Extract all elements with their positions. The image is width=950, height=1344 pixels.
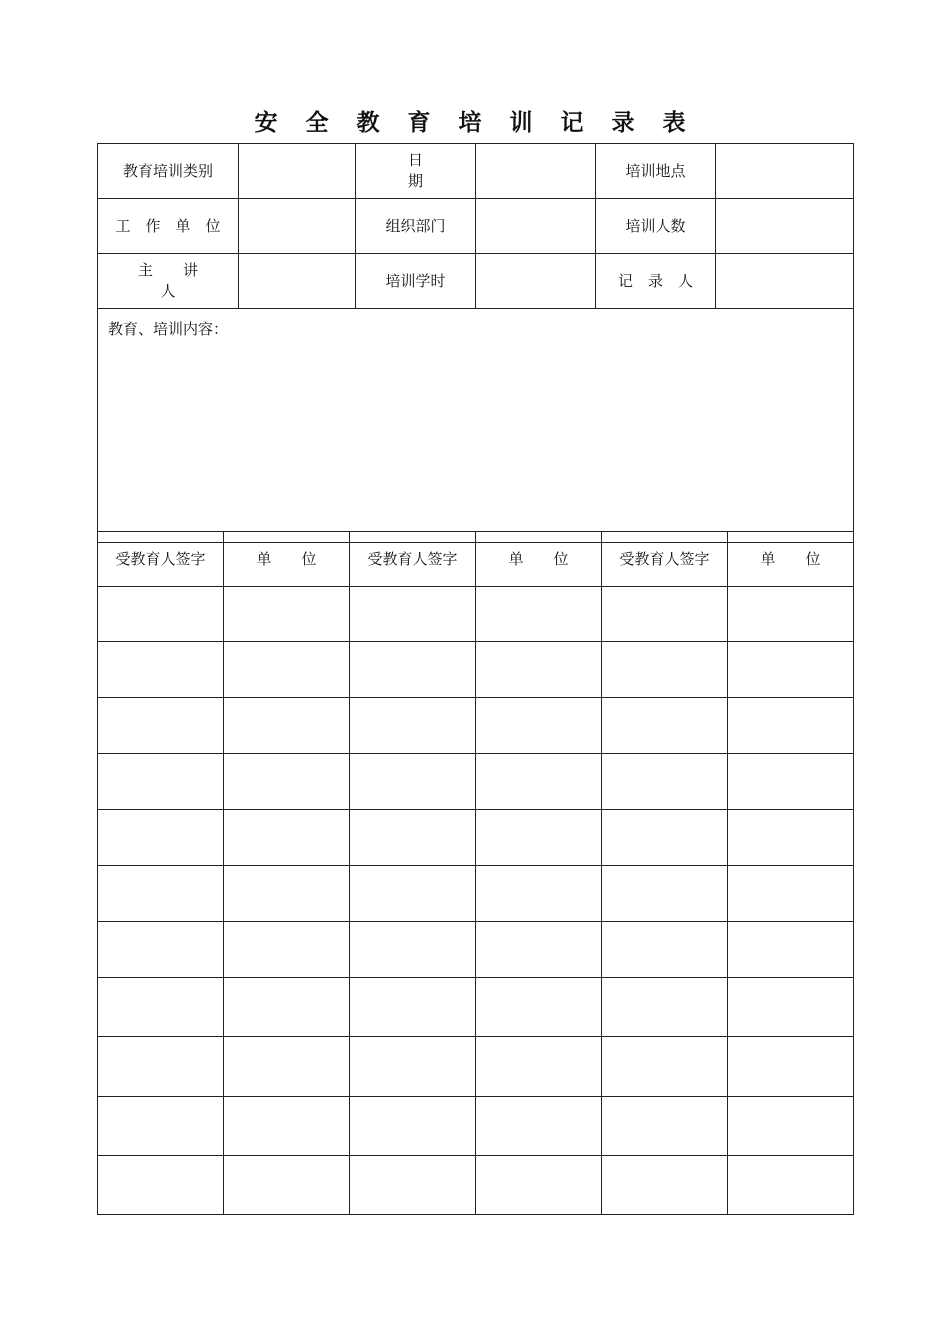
location-label: 培训地点 — [596, 144, 716, 199]
sign-row — [98, 754, 854, 810]
signature-cell[interactable] — [98, 754, 224, 810]
unit-cell[interactable] — [476, 866, 602, 922]
signature-cell[interactable] — [98, 922, 224, 978]
sign-row — [98, 810, 854, 866]
recorder-label: 记 录 人 — [596, 254, 716, 309]
signature-cell[interactable] — [350, 587, 476, 642]
lecturer-label-line2: 人 — [160, 282, 176, 300]
signature-cell[interactable] — [350, 698, 476, 754]
work-unit-label: 工 作 单 位 — [98, 199, 239, 254]
signature-cell[interactable] — [98, 642, 224, 698]
unit-cell[interactable] — [476, 587, 602, 642]
unit-cell[interactable] — [224, 978, 350, 1037]
signature-cell[interactable] — [98, 978, 224, 1037]
signature-header: 受教育人签字 — [350, 532, 476, 587]
sign-row — [98, 922, 854, 978]
unit-cell[interactable] — [224, 922, 350, 978]
date-field[interactable] — [476, 144, 596, 199]
trainee-count-label: 培训人数 — [596, 199, 716, 254]
sign-header-row — [98, 532, 854, 587]
unit-cell[interactable] — [728, 866, 854, 922]
signature-cell[interactable] — [350, 866, 476, 922]
unit-cell[interactable] — [728, 978, 854, 1037]
signature-cell[interactable] — [98, 1156, 224, 1215]
signature-cell[interactable] — [350, 810, 476, 866]
signature-cell[interactable] — [350, 1156, 476, 1215]
signature-cell[interactable] — [602, 810, 728, 866]
signature-cell[interactable] — [602, 642, 728, 698]
unit-cell[interactable] — [224, 698, 350, 754]
signature-cell[interactable] — [98, 810, 224, 866]
sign-table — [97, 531, 854, 1215]
unit-cell[interactable] — [476, 1097, 602, 1156]
unit-cell[interactable] — [476, 754, 602, 810]
unit-cell[interactable] — [728, 922, 854, 978]
unit-cell[interactable] — [224, 587, 350, 642]
signature-cell[interactable] — [98, 1037, 224, 1097]
hours-field[interactable] — [476, 254, 596, 309]
signature-cell[interactable] — [602, 1037, 728, 1097]
sign-row — [98, 1037, 854, 1097]
location-field[interactable] — [716, 144, 854, 199]
unit-cell[interactable] — [224, 1156, 350, 1215]
unit-cell[interactable] — [728, 698, 854, 754]
signature-cell[interactable] — [350, 978, 476, 1037]
sign-row — [98, 1097, 854, 1156]
unit-cell[interactable] — [476, 1037, 602, 1097]
unit-header: 单 位 — [224, 532, 350, 587]
signature-cell[interactable] — [98, 698, 224, 754]
recorder-field[interactable] — [716, 254, 854, 309]
signature-cell[interactable] — [602, 1156, 728, 1215]
signature-cell[interactable] — [98, 866, 224, 922]
date-label-line1: 日 — [407, 151, 423, 169]
org-dept-label: 组织部门 — [356, 199, 476, 254]
signature-cell[interactable] — [350, 922, 476, 978]
signature-cell[interactable] — [350, 1037, 476, 1097]
sign-row — [98, 642, 854, 698]
lecturer-label — [98, 254, 239, 309]
unit-header: 单 位 — [476, 532, 602, 587]
unit-cell[interactable] — [728, 642, 854, 698]
trainee-count-field[interactable] — [716, 199, 854, 254]
unit-header: 单 位 — [728, 532, 854, 587]
signature-cell[interactable] — [350, 1097, 476, 1156]
unit-cell[interactable] — [224, 642, 350, 698]
work-unit-field[interactable] — [239, 199, 356, 254]
unit-cell[interactable] — [476, 698, 602, 754]
signature-cell[interactable] — [98, 1097, 224, 1156]
signature-cell[interactable] — [602, 866, 728, 922]
sign-row — [98, 587, 854, 642]
category-field[interactable] — [239, 144, 356, 199]
signature-cell[interactable] — [602, 1097, 728, 1156]
unit-cell[interactable] — [476, 1156, 602, 1215]
signature-cell[interactable] — [602, 698, 728, 754]
unit-cell[interactable] — [224, 866, 350, 922]
sign-row — [98, 978, 854, 1037]
unit-cell[interactable] — [476, 810, 602, 866]
signature-cell[interactable] — [98, 587, 224, 642]
content-label: 教育、培训内容： — [108, 320, 229, 338]
unit-cell[interactable] — [728, 810, 854, 866]
unit-cell[interactable] — [728, 1037, 854, 1097]
sign-row — [98, 866, 854, 922]
form-title: 安 全 教 育 培 训 记 录 表 — [254, 110, 696, 136]
unit-cell[interactable] — [728, 754, 854, 810]
unit-cell[interactable] — [224, 1037, 350, 1097]
date-label-line2: 期 — [407, 172, 423, 190]
unit-cell[interactable] — [476, 922, 602, 978]
unit-cell[interactable] — [476, 642, 602, 698]
unit-cell[interactable] — [224, 1097, 350, 1156]
signature-cell[interactable] — [602, 587, 728, 642]
date-label — [356, 144, 476, 199]
signature-header: 受教育人签字 — [602, 532, 728, 587]
signature-cell[interactable] — [602, 754, 728, 810]
org-dept-field[interactable] — [476, 199, 596, 254]
lecturer-label-line1: 主 讲 — [137, 261, 198, 279]
unit-cell[interactable] — [728, 1097, 854, 1156]
unit-cell[interactable] — [224, 810, 350, 866]
hours-label: 培训学时 — [356, 254, 476, 309]
info-table — [97, 143, 854, 543]
sign-row — [98, 698, 854, 754]
signature-cell[interactable] — [602, 922, 728, 978]
unit-cell[interactable] — [728, 587, 854, 642]
unit-cell[interactable] — [224, 754, 350, 810]
signature-header: 受教育人签字 — [98, 532, 224, 587]
content-area[interactable] — [98, 309, 854, 543]
lecturer-field[interactable] — [239, 254, 356, 309]
unit-cell[interactable] — [728, 1156, 854, 1215]
category-label: 教育培训类别 — [98, 144, 239, 199]
signature-cell[interactable] — [602, 978, 728, 1037]
signature-cell[interactable] — [350, 754, 476, 810]
signature-cell[interactable] — [350, 642, 476, 698]
unit-cell[interactable] — [476, 978, 602, 1037]
sign-row — [98, 1156, 854, 1215]
